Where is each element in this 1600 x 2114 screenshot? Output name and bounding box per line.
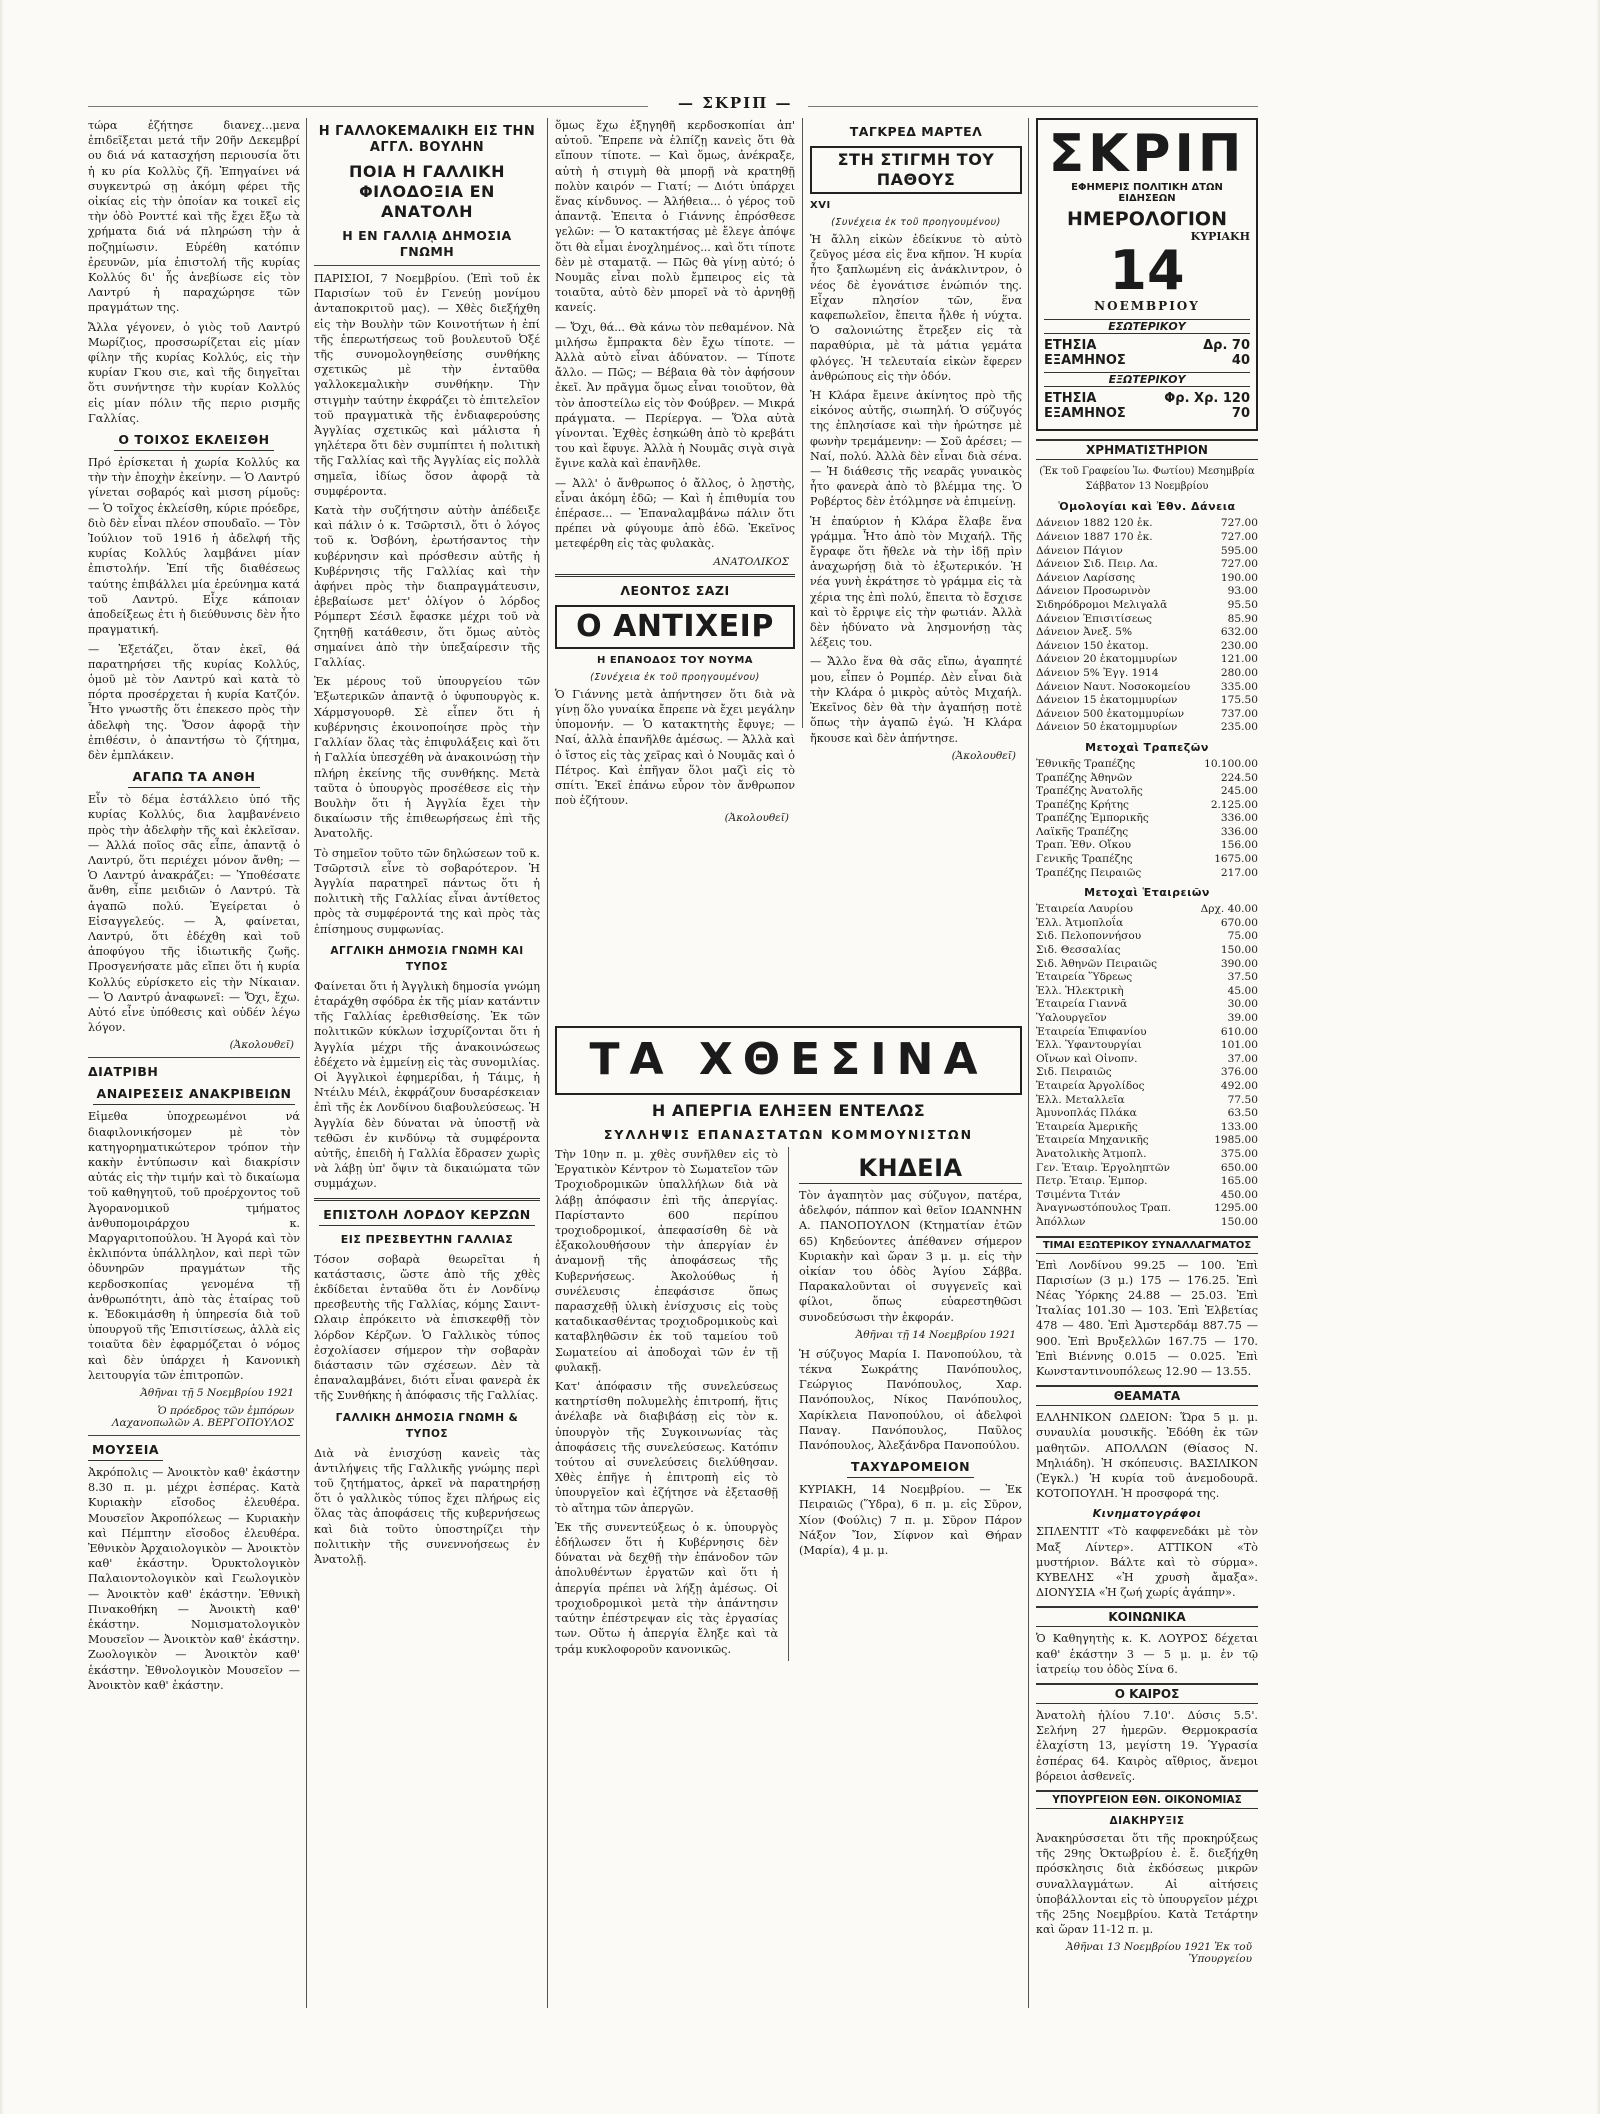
serial-title: Ο ΑΝΤΙΧΕΙΡ xyxy=(555,605,795,649)
market-row xyxy=(1036,1189,1258,1203)
market-row xyxy=(1036,531,1258,545)
continued-note: (Ἀκολουθεῖ) xyxy=(951,749,1016,762)
market-item-value: 727.00 xyxy=(1220,531,1258,543)
section-heading: Ο ΤΟΙΧΟΣ ΕΚΛΕΙΣΘΗ xyxy=(88,432,300,451)
column-rule xyxy=(802,118,803,728)
article-text: Ἐπὶ Λονδίνου 99.25 — 100. Ἐπὶ Παρισίων (3 μ.) 175 — 176.25. Ἐπὶ Νέας Ὑόρκης 24.88 — 25.03. Ἐπὶ Ἰταλίας 101.30 — 103. Ἐπὶ Ἑλβετίας 478 — 480. Ἐπὶ Ἀμστερδάμ 887.75 — 900. Ἐπὶ Βρυξελλῶν 167.75 — 170. Ἐπὶ Βιέννης 0.015 — 0.025. Ἐπὶ Κωνσταντινουπόλεως 12.90 — 13.55. xyxy=(1036,1258,1258,1378)
section-heading: ΧΡΗΜΑΤΙΣΤΗΡΙΟΝ xyxy=(1036,439,1258,460)
market-item-name: Ἑλλ. Μεταλλεῖα xyxy=(1036,1093,1125,1106)
article-text: Ἡ Κλάρα ἔμεινε ἀκίνητος πρὸ τῆς εἰκόνος αὐτῆς, σιωπηλή. Ὁ σύζυγός της ἐπλησίασε καὶ τὴν ἠρώτησε μὲ φωνὴν τρεμάμενην: — Σοῦ ἀρέσει; — Ναί, πολύ. Ἀλλὰ δὲν εἶναι διὰ σένα. — Ἡ διάθεσις τῆς νεαρᾶς γυναικὸς ἦτο φανερὰ ἀπὸ τὸ βλέμμα της. Ὁ Ροβέρτος δὲν ἐτόλμησε νὰ ἐπιμείνῃ. xyxy=(810,389,1022,509)
serial-note: (Συνέχεια ἐκ τοῦ προηγουμένου) xyxy=(831,217,1001,228)
market-item-name: Δάνειον Σιδ. Πειρ. Λα. xyxy=(1036,558,1158,571)
market-row xyxy=(1036,1080,1258,1094)
market-item-value: 37.00 xyxy=(1227,1052,1258,1065)
market-item-name: Ἑλλ. Ἡλεκτρικὴ xyxy=(1036,984,1124,997)
market-item-name: Ἀνατολικὴς Ἀτμοπλ. xyxy=(1036,1147,1147,1160)
market-item-value: 1675.00 xyxy=(1214,853,1258,866)
market-row xyxy=(1036,985,1258,999)
column-rule xyxy=(547,118,548,2008)
market-row xyxy=(1036,853,1258,867)
article-text: Τὸ σημεῖον τοῦτο τῶν δηλώσεων τοῦ κ. Τσῶρτσιλ εἶνε τὸ σοβαρότερον. Ἡ Ἀγγλία παρατηρεῖ πάντως ὅτι ἡ πολιτικὴ τῆς Γαλλίας εἶναι ἀντίθετος πρὸς τὰ συμφέροντά της καὶ πρὸς τὰς ἐπίσημους συμφωνίας. xyxy=(314,846,540,936)
calendar-label: ΗΜΕΡΟΛΟΓΙΟΝ xyxy=(1067,208,1227,230)
market-item-name: Δάνειον Προσωρινὸν xyxy=(1036,585,1151,598)
market-item-name: Δάνειον Ἐπισιτίσεως xyxy=(1036,612,1152,625)
month: ΝΟΕΜΒΡΙΟΥ xyxy=(1094,299,1200,313)
market-row xyxy=(1036,1175,1258,1189)
article-headline: ΕΠΙΣΤΟΛΗ ΛΟΡΔΟΥ ΚΕΡΖΩΝ xyxy=(314,1207,540,1226)
article-text: Ἀνακηρύσσεται ὅτι τῆς προκηρύξεως τῆς 29ης Ὀκτωβρίου ἐ. ἔ. διεξήχθη πρόσκλησις διὰ ἐκδόσεως μικρῶν συναλλαγμάτων. Αἱ αἰτήσεις ὑποβάλλονται εἰς τὸ ὑπουργεῖον μέχρι τῆς 25ης Νοεμβρίου. Κατὰ Τετάρτην καὶ ὥραν 11-12 π. μ. xyxy=(1036,1831,1258,1937)
market-row xyxy=(1036,1162,1258,1176)
article-text: Ἀνατολὴ ἡλίου 7.10'. Δύσις 5.5'. Σελήνη 27 ἡμερῶν. Θερμοκρασία ἐλαχίστη 13, μεγίστη 19. Ὑγρασία ἐσπέρας 64. Καιρὸς αἴθριος, ἄνεμοι βόρειοι ἀσθενεῖς. xyxy=(1036,1708,1258,1783)
market-item-value: 650.00 xyxy=(1220,1161,1258,1174)
market-row xyxy=(1036,839,1258,853)
market-item-value: 156.00 xyxy=(1220,839,1258,852)
section-heading: ΑΓΓΛΙΚΗ ΔΗΜΟΣΙΑ ΓΝΩΜΗ ΚΑΙ ΤΥΠΟΣ xyxy=(330,944,524,973)
market-item-value: 150.00 xyxy=(1220,1215,1258,1228)
page-marker: — ΣΚΡΙΠ — xyxy=(678,94,793,112)
market-item-name: Τραπέζης Κρήτης xyxy=(1036,798,1129,811)
market-row xyxy=(1036,958,1258,972)
market-item-value: 230.00 xyxy=(1220,639,1258,652)
column-rule xyxy=(1028,118,1029,2008)
continued-note: (Ἀκολουθεῖ) xyxy=(229,1039,294,1052)
market-item-value: 1985.00 xyxy=(1214,1134,1258,1147)
market-row xyxy=(1036,867,1258,881)
banks-list xyxy=(1036,758,1258,880)
article-text: — Ἄλλο ἕνα θὰ σᾶς εἴπω, ἀγαπητέ μου, εἶπεν ὁ Ρομπέρ. Δὲν εἶναι διὰ τὴν Κλάρα ὁ μικρὸς αὐτὸς Μιχαήλ. Ἐκεῖνος δὲν θὰ τὴν ἀγαπήσῃ ποτὲ ὅπως τὴν ἀγαπῶ ἐγώ. Ἡ Κλάρα ἤκουσε καὶ δὲν ἀπήντησε. xyxy=(810,655,1022,745)
market-item-name: Πετρ. Ἑταιρ. Ἐμπορ. xyxy=(1036,1175,1148,1188)
market-row xyxy=(1036,708,1258,722)
market-item-name: Σιδ. Πειραιῶς xyxy=(1036,1066,1112,1079)
market-item-value: 670.00 xyxy=(1220,916,1258,929)
article-text: — Ὄχι, θά... Θὰ κάνω τὸν πεθαμένον. Νὰ μιλήσω ἔμπρακτα δὲν ἔχω τίποτε. — Ἀλλὰ αὐτὸ εἶναι ἀδύνατον. — Τίποτε ἄλλο. — Πῶς; — Βέβαια θὰ τὸν ἀφήσουν ἐκεῖ. Ἀν πρᾶγμα ὅμως εἶναι τοιοῦτον, θὰ τὸν ἀποστείλω εἰς τὸν Φούβρεν. — Μικρά πράγματα. — Περίεργα. — Ὅλα αὐτὰ γίνονται. Ἐχθὲς ἐσηκώθη ἀπὸ τὸ κρεβάτι του καὶ ἔφυγε. Ἀλλὰ ἡ Νουμᾶς σιγὰ σιγὰ ἔγινε καλὰ καὶ ἐπανῆλθε. xyxy=(555,320,795,471)
serial-title: ΣΤΗ ΣΤΙΓΜΗ ΤΟΥ ΠΑΘΟΥΣ xyxy=(810,146,1022,194)
market-item-value: Δρχ. 40.00 xyxy=(1200,903,1258,916)
market-item-value: 727.00 xyxy=(1220,517,1258,530)
market-item-name: Δάνειον 500 ἑκατομμυρίων xyxy=(1036,707,1185,720)
article-text: Φαίνεται ὅτι ἡ Ἀγγλικὴ δημοσία γνώμη ἐταράχθη σφόδρα ἐκ τῆς μίαν κατάντιν τῆς Γαλλίας ἐρεθισθείσης. Ἐκ τῶν πολιτικῶν κύκλων ἰσχυρίζονται ὅτι ἡ Ἀγγλία μέχρι τῆς ἀνακοινώσεως ἐδέχετο νὰ ἐμμείνῃ εἰς τὰς συνομιλίας. Οἱ Ἀγγλικοὶ ἐφημερίδαι, ἡ Τάιμς, ἡ Ντέιλυ Μέιλ, ἐκφράζουν δυσαρέσκειαν ἐπὶ τῆς ἐκ Λονδίνου διαβουλεύσεως. Ἡ Ἀγγλία δὲν δύναται νὰ ὑποστῇ νὰ τεθῶσι ἐν κινδύνῳ τὰ συμφέροντα αὐτῆς, ἐπειδὴ ἡ Γαλλία ἔδρασεν χωρὶς νὰ λάβῃ ὑπ' ὄψιν τὰ δικαιώματα τῶν συμμάχων. xyxy=(314,979,540,1191)
article-text: Τόσον σοβαρὰ θεωρεῖται ἡ κατάστασις, ὥστε ἀπὸ τῆς χθὲς ἐκδίδεται ἐνταῦθα ὅτι ἐν Λονδίνῳ πρεσβευτὴς τῆς Γαλλίας, κόμης Σαιντ-Ωλαιρ ἐπρόκειτο νὰ ἐπισκεφθῇ τὸν λόρδον Κέρζων. Ὁ Γαλλικὸς τύπος ἐσχολίασεν σήμερον τὴν σοβαρὰν διάστασιν τῶν σχέσεων. Δὲν τὰ ἐπαναλαμβάνει, διότι εἶναι φανερὰ ἐκ τῆς Συνθήκης ἡ ἀπόφασις τῆς Γαλλίας. xyxy=(314,1252,540,1403)
market-row xyxy=(1036,572,1258,586)
article-text: Ἐκ μέρους τοῦ ὑπουργείου τῶν Ἐξωτερικῶν ἀπαντᾷ ὁ ὑφυπουργὸς κ. Χάρμσγουορθ. Σὲ εἶπεν ὅτι ἡ κυβέρνησις ἐκοινοποίησε πρὸς τὴν Γαλλίαν ὅλας τὰς ἐπιφυλάξεις καὶ ὅτι ἡ Γαλλία ὑπεσχέθη νὰ ἀνακοινώσῃ τὴν πλήρη ἐκείνης τῆς συνθήκης. Μετὰ ταῦτα ὁ ὑπουργὸς προσέθεσε εἰς τὴν Βουλὴν ὅτι ἡ Ἀγγλία ἔχει τὴν δικαίωσιν τῆς ἐπιθεωρήσεως ἐπὶ τῆς Ἀνατολῆς. xyxy=(314,675,540,841)
market-row xyxy=(1036,758,1258,772)
article-text: Εἶν τὸ δέμα ἐστάλλειο ὑπό τῆς κυρίας Κολλύς, δια λαμβανένειο πρὸς τὴν ἀδελφὴν τῆς καὶ ἐκλεῖσαν. — Ἀλλά ποῖος σᾶς εἶπε, ἀπαντᾷ ὁ Λαντρύ, ὅτι περιέχει μόνον ἄνθη; — Ὁ Λαντρύ ἀνακράζει: — Ὑποθέσατε ἄνθη, εἶπε μειδιῶν ὁ Λαντρύ. Τὰ ἀγαπῶ πολύ. Ἐγείρεται ὁ Εἰσαγγελεύς. — Ἀ, φαίνεται, Λαντρύ, ὅτι ἐδέχθη καὶ τοῦ ἀποφύγου τῆς ἰδιωτικῆς ζωῆς. Προσγενήσατε μᾶς εἴπει ὅτι ἡ κυρία Κολλύς εὑρίσκετο εἰς τὴν Νίκαιαν. — Ὁ Λαντρύ ἀναφωνεῖ: — Ὄχι, ἔχω. Αὐτό εἶνε ὑπόθεσις καὶ οὐδέν λέγω λόγον. xyxy=(88,793,300,1035)
market-item-name: Τραπ. Ἐθν. Οἴκου xyxy=(1036,839,1132,852)
serial-author: ΤΑΓΚΡΕΔ ΜΑΡΤΕΛ xyxy=(849,124,983,139)
market-row xyxy=(1036,1216,1258,1230)
market-item-name: Σιδ. Θεσσαλίας xyxy=(1036,944,1121,957)
section-heading: Κινηματογράφοι xyxy=(1092,1507,1202,1521)
article-headline: ΑΝΑΙΡΕΣΕΙΣ ΑΝΑΚΡΙΒΕΙΩΝ xyxy=(88,1086,300,1105)
market-row xyxy=(1036,812,1258,826)
serial-subtitle: Η ΕΠΑΝΟΔΟΣ ΤΟΥ ΝΟΥΜΑ xyxy=(596,654,754,666)
market-item-name: Σιδ. Πελοποννήσου xyxy=(1036,930,1142,943)
market-item-name: Σιδηρόδρομοι Μελιγαλᾶ xyxy=(1036,598,1168,611)
market-item-value: 175.50 xyxy=(1220,694,1258,707)
market-row xyxy=(1036,681,1258,695)
market-item-value: 727.00 xyxy=(1220,558,1258,571)
article-subheadline: ΕΙΣ ΠΡΕΣΒΕΥΤΗΝ ΓΑΛΛΙΑΣ xyxy=(340,1232,514,1246)
article-headline: Η ΑΠΕΡΓΙΑ ΕΛΗΞΕΝ ΕΝΤΕΛΩΣ xyxy=(651,1101,926,1120)
article-text: Τὴν 10ην π. μ. χθὲς συνῆλθεν εἰς τὸ Ἐργατικὸν Κέντρον τὸ Σωματεῖον τῶν Τροχιοδρομικῶν ὑπαλλήλων διὰ νὰ λάβῃ ἀπόφασιν ἐπὶ τῆς ἀπεργίας. Παρίσταντο 600 περίπου τροχιοδρομικοί, ἀπεφασίσθη δὲ νὰ ἐξακολουθήσουν τὴν ἀπεργίαν ἐν ἀναμονῇ τῆς ἀποφάσεως τῆς Κυβερνήσεως. Ἀκολούθως ἡ συνέλευσις ἐπεφάσισε ὅπως παρασχεθῇ ὑλικὴ ἐνίσχυσις εἰς τοὺς καταδικασθέντας τροχιοδρομικοὺς καὶ καταβληθῶσιν ἐκ τοῦ ταμείου τοῦ Σωματείου αἱ ἀποδοχαὶ τῶν ἐν τῇ φυλακῇ. xyxy=(555,1148,779,1374)
market-item-name: Ἀμυνοπλάς Πλάκα xyxy=(1036,1107,1137,1120)
article-text: τώρα ἐζήτησε διανεχ…μενα ἐπιδεῖξεται μετά τῆν 20ῆν Δεκεμβρί ου διά νά κατασχήση περιουσία ὅτι ἡ κυ ρία Κολλὺς ζῆ. Ἐπηγαίνει νά συγκεντρώ σῃ ἀκόμη φέρει τῆς οἰκίας εἰς τὴν ὁποίαν κα τοικεῖ εἰς τὴν ὁδὸ Ρονττέ καὶ τῆς ἔχει ἔξω τὰ χρήματα διά νά πληρώση τὴν ἀ ποζημίωσιν. Εὑρέθη κατόπιν ἐρευνῶν, μία ἐπιστολή τῆς κυρίας Κολλύς δι' ἧς ἀνεβίωσε εἰς τὸν Λαντρύ ἡ παραχώρησε τῶν πραγμάτων της. xyxy=(88,119,300,315)
market-item-name: Δάνειον Πάγιον xyxy=(1036,544,1123,557)
article-text: ΕΛΛΗΝΙΚΟΝ ΩΔΕΙΟΝ: Ὥρα 5 μ. μ. συναυλία μουσικῆς. Ἐδόθη ἐκ τῶν μαθητῶν. ΑΠΟΛΛΩΝ (Θίασος Ν. Μηλιάδη). Ἡ σκόπευσις. ΒΑΣΙΛΙΚΟΝ (Ἐγκλ.) Ἡ κυρία τοῦ ἀνεμοδουρᾶ. ΚΟΤΟΠΟΥΛΗ. Ἡ προσφορά της. xyxy=(1036,1411,1258,1501)
market-row xyxy=(1036,721,1258,735)
market-item-value: 101.00 xyxy=(1220,1039,1258,1052)
signature-author: ΑΝΑΤΟΛΙΚΟΣ xyxy=(713,555,789,568)
section-heading: Ο ΚΑΙΡΟΣ xyxy=(1036,1683,1258,1704)
section-heading: ΤΙΜΑΙ ΕΞΩΤΕΡΙΚΟΥ ΣΥΝΑΛΛΑΓΜΑΤΟΣ xyxy=(1036,1236,1258,1254)
section-banner: ΤΑ ΧΘΕΣΙΝΑ xyxy=(555,1026,1022,1095)
market-row xyxy=(1036,653,1258,667)
market-item-name: Ἑταιρεία Ὕδρεως xyxy=(1036,971,1133,984)
scan-edge-right xyxy=(1596,0,1600,2114)
top-rule-bar xyxy=(88,94,1258,112)
section-heading: ΤΑΧΥΔΡΟΜΕΙΟΝ xyxy=(799,1459,1022,1478)
column-rule xyxy=(306,118,307,2008)
market-row xyxy=(1036,785,1258,799)
market-row xyxy=(1036,1066,1258,1080)
market-row xyxy=(1036,971,1258,985)
market-item-name: Δάνειον 1887 170 ἐκ. xyxy=(1036,531,1153,543)
section-heading: ΥΠΟΥΡΓΕΙΟΝ ΕΘΝ. ΟΙΚΟΝΟΜΙΑΣ xyxy=(1036,1790,1258,1809)
market-item-name: Δάνειον 1882 120 ἐκ. xyxy=(1036,517,1153,530)
market-item-value: 595.00 xyxy=(1220,544,1258,557)
article-headline: ΠΟΙΑ Η ΓΑΛΛΙΚΗ ΦΙΛΟΔΟΞΙΑ ΕΝ ΑΝΑΤΟΛΗ xyxy=(349,162,505,221)
market-row xyxy=(1036,640,1258,654)
market-item-name: Οἴνων καὶ Οἰνοπν. xyxy=(1036,1052,1138,1065)
market-item-value: 390.00 xyxy=(1220,957,1258,970)
article-text: Ἄλλα γέγονεν, ὁ γιὸς τοῦ Λαντρύ Μωρίζιος, προσσωρίζεται εἰς μίαν φίλην τῆς κυρίας Κολλύς, εἰς τὴν κυρίαν Γκου σιε, καὶ τῆς διηγεῖται ὅτι συνήντησε τὴν κυρίαν Κολλύς εἰς μίαν πόλιν τῆς περιο ρισμῆς Γαλλίας. xyxy=(88,320,300,425)
market-item-name: Δάνειον 50 ἑκατομμυρίων xyxy=(1036,721,1178,734)
market-item-value: 77.50 xyxy=(1227,1093,1258,1106)
market-row xyxy=(1036,1121,1258,1135)
article-text: Ὁ Γιάννης μετὰ ἀπήντησεν ὅτι διὰ νὰ γίνῃ ὅλο γυναίκα ἔπρεπε νὰ ἔχει μεγάλην ὑπομονήν. — Ὁ κατακτητὴς ἔφυγε; — Ναί, ἀλλὰ ἐπανῆλθε ἀμέσως. — Ἀλλὰ καὶ ὁ ἴστος εἰς τὰς χεῖρας καὶ ὁ Νουμᾶς καὶ ὁ Πέτρος. Καὶ ἐπῆγαν ὅλοι μαζὶ εἰς τὸ σπίτι. Ἐκεῖ ἐπάνω εὗρον τὸν ἄνθρωπον ποὺ ἐζήτουν. xyxy=(555,687,795,808)
section-heading: ΜΟΥΣΕΙΑ xyxy=(88,1442,300,1461)
article-text: Ἐκ τῆς συνεντεύξεως ὁ κ. ὑπουργὸς ἐδήλωσεν ὅτι ἡ Κυβέρνησις δὲν δύναται νὰ δεχθῇ τὴν ἐπάνοδον τῶν ἀπολυθέντων ἐργατῶν καὶ ὅτι ἡ ἀπεργία πρέπει νὰ λήξῃ ἀμέσως. Οἱ τροχιοδρομικοὶ μετὰ τὴν ἀπάντησιν ταύτην ἐπέστρεψαν εἰς τὰς ἐργασίας των. Οὕτω ἡ ἀπεργία ἔληξε καὶ τὰ τράμ κυκλοφοροῦν κανονικῶς. xyxy=(555,1520,779,1656)
market-item-name: Δάνειον 150 ἑκατομ. xyxy=(1036,639,1149,652)
continued-note: (Ἀκολουθεῖ) xyxy=(724,812,789,825)
market-subheading: Μετοχαὶ Ἑταιρειῶν xyxy=(1084,886,1210,900)
signature-date: Ἀθῆναι 13 Νοεμβρίου 1921 Ἐκ τοῦ Ὑπουργείου xyxy=(1066,1941,1252,1966)
masthead-title: ΣΚΡΙΠ xyxy=(1048,124,1246,184)
market-row xyxy=(1036,944,1258,958)
signature-author: Ὁ πρόεδρος τῶν ἐμπόρων Λαχανοπωλῶν Α. ΒΕΡΓΟΠΟΥΛΟΣ xyxy=(111,1405,294,1430)
market-item-name: Τσιμέντα Τιτάν xyxy=(1036,1188,1121,1201)
market-item-value: 1295.00 xyxy=(1214,1202,1258,1215)
day-number: 14 xyxy=(1109,239,1185,302)
market-row xyxy=(1036,772,1258,786)
section-heading: ΚΗΔΕΙΑ xyxy=(799,1153,1022,1184)
market-item-value: 632.00 xyxy=(1220,626,1258,639)
market-row xyxy=(1036,1053,1258,1067)
market-item-value: 492.00 xyxy=(1220,1079,1258,1092)
market-item-value: 10.100.00 xyxy=(1204,757,1258,770)
market-item-value: 376.00 xyxy=(1220,1066,1258,1079)
market-row xyxy=(1036,998,1258,1012)
news-column-right xyxy=(799,1147,1022,1661)
section-heading: ΓΑΛΛΙΚΗ ΔΗΜΟΣΙΑ ΓΝΩΜΗ & ΤΥΠΟΣ xyxy=(335,1411,519,1440)
market-item-name: Ὑαλουργεῖον xyxy=(1036,1012,1107,1024)
market-item-value: 45.00 xyxy=(1227,984,1258,997)
column-5 xyxy=(1036,118,1258,2008)
market-subheading: Ὁμολογίαι καὶ Ἐθν. Δάνεια xyxy=(1058,500,1236,514)
market-row xyxy=(1036,1148,1258,1162)
subscriptions: ΕΣΩΤΕΡΙΚΟΥ ΕΤΗΣΙΑ Δρ. 70 ΕΞΑΜΗΝΟΣ 40 ΕΞΩΤΕΡΙΚΟΥ ΕΤΗΣΙΑ Φρ. Χρ. 120 ΕΞΑΜΗΝΟΣ 70 xyxy=(1044,320,1250,421)
market-row xyxy=(1036,1039,1258,1053)
market-item-value: 335.00 xyxy=(1220,680,1258,693)
market-row xyxy=(1036,1094,1258,1108)
market-item-value: 95.50 xyxy=(1227,598,1258,611)
market-item-name: Γενικῆς Τραπέζης xyxy=(1036,853,1133,866)
market-item-name: Ἑταιρεία Μηχανικῆς xyxy=(1036,1134,1149,1147)
market-item-name: Δάνειον Ναυτ. Νοσοκομείου xyxy=(1036,680,1191,693)
market-item-value: 375.00 xyxy=(1220,1147,1258,1160)
market-item-name: Ἑταιρεία Ἀμερικῆς xyxy=(1036,1120,1138,1133)
market-row xyxy=(1036,1134,1258,1148)
article-text: Ὁ Καθηγητὴς κ. Κ. ΛΟΥΡΟΣ δέχεται καθ' ἑκάστην 3 — 5 μ. μ. ἐν τῷ ἰατρείῳ του ὁδὸς Σίνα 6. xyxy=(1036,1632,1258,1676)
market-item-value: 336.00 xyxy=(1220,812,1258,825)
market-item-value: 224.50 xyxy=(1220,771,1258,784)
market-row xyxy=(1036,626,1258,640)
market-item-value: 37.50 xyxy=(1227,971,1258,984)
market-row xyxy=(1036,917,1258,931)
section-heading: ΔΙΑΤΡΙΒΗ xyxy=(88,1064,159,1080)
market-item-value: 121.00 xyxy=(1220,653,1258,666)
market-item-name: Ἑταιρεία Γιαννᾶ xyxy=(1036,998,1128,1011)
market-item-name: Δάνειον 20 ἑκατομμυρίων xyxy=(1036,653,1178,666)
article-text: — Ἐξετάζει, ὅταν ἐκεῖ, θά παρατηρήσει τῆς κυρίας Κολλύς, ὁμοῦ μὲ τὸν Λαντρύ καὶ κατὰ τὸ πόρτα προσέρχεται ἡ κυρία Κατζόν. Ἦτο γνωστῆς ὅτι ἐπεκεσο πρὸς τὴν ἀδελφὴ της. Ὅσον ἀφορᾷ τὴν ἐπιθέσιν, ὁ ἀπαντήσω τὸ ζήτημα, δὲν ἐμπλάκειν. xyxy=(88,642,300,762)
market-row xyxy=(1036,1012,1258,1026)
market-row xyxy=(1036,1107,1258,1121)
article-text: Ἡ ἐπαύριον ἡ Κλάρα ἔλαβε ἕνα γράμμα. Ἦτο ἀπὸ τὸν Μιχαήλ. Τῆς ἔγραφε ὅτι ἤθελε νὰ τὴν ἰδῇ πρὶν ἀναχωρήσῃ διὰ τὸ ἐξωτερικόν. Ἡ νέα γυνὴ ἐκράτησε τὸ γράμμα εἰς τὰ χέρια της ἐπὶ πολύ, ἔπειτα τὸ ἔσχισε καὶ τὸ ἔρριψε εἰς τὴν φωτιάν. Ἀλλὰ δὲν ἠδύνατο νὰ λησμονήσῃ τὰς λέξεις του. xyxy=(810,514,1022,650)
market-item-name: Λαϊκῆς Τραπέζης xyxy=(1036,825,1129,838)
market-item-value: 75.00 xyxy=(1227,930,1258,943)
scan-edge-left xyxy=(0,0,4,2114)
section-heading: ΘΕΑΜΑΤΑ xyxy=(1036,1385,1258,1406)
market-row xyxy=(1036,694,1258,708)
market-item-name: Τραπέζης Πειραιῶς xyxy=(1036,866,1142,879)
market-item-name: Δάνειον Λαρίσσης xyxy=(1036,571,1136,584)
market-item-name: Ἀναγνωστόπουλος Τραπ. xyxy=(1036,1202,1172,1215)
market-item-name: Ἑλλ. Ὑφαντουργίαι xyxy=(1036,1039,1142,1052)
market-item-name: Δάνειον 5% Ἐγγ. 1914 xyxy=(1036,666,1159,679)
market-item-value: 280.00 xyxy=(1220,666,1258,679)
market-item-value: 133.00 xyxy=(1220,1120,1258,1133)
market-item-name: Σιδ. Ἀθηνῶν Πειραιῶς xyxy=(1036,957,1158,970)
market-row xyxy=(1036,1202,1258,1216)
market-row xyxy=(1036,545,1258,559)
serial-note: (Συνέχεια ἐκ τοῦ προηγουμένου) xyxy=(590,671,760,683)
weekday: ΚΥΡΙΑΚΗ xyxy=(1190,230,1250,243)
market-item-value: 245.00 xyxy=(1220,785,1258,798)
market-item-name: Ἑταιρεία Λαυρίου xyxy=(1036,903,1133,916)
market-item-value: 2.125.00 xyxy=(1210,798,1258,811)
market-item-value: 737.00 xyxy=(1220,707,1258,720)
column-1 xyxy=(88,118,300,2008)
market-item-name: Ἑλλ. Ἀτμοπλοΐα xyxy=(1036,916,1124,929)
article-text: Ἀκρόπολις — Ἀνοικτὸν καθ' ἑκάστην 8.30 π. μ. μέχρι ἑσπέρας. Κατὰ Κυριακὴν εἴσοδος ἐλευθέρα. Μουσεῖον Ἀκροπόλεως — Κυριακὴν καὶ Πέμπτην εἴσοδος ἐλευθέρα. Ἐθνικὸν Ἀρχαιολογικὸν — Ἀνοικτὸν καθ' ἑκάστην. Ὀρυκτολογικὸν Παλαιοντολογικὸν καὶ Γεωλογικὸν — Ἀνοικτὸν καθ' ἑκάστην. Ἐθνικὴ Πινακοθήκη — Ἀνοικτὴ καθ' ἑκάστην. Νομισματολογικὸν Μουσεῖον — Ἀνοικτὸν καθ' ἑκάστην. Ζωολογικὸν — Ἀνοικτὸν καθ' ἑκάστην. Ἐθνολογικὸν Μουσεῖον — Ἀνοικτὸν καθ' ἑκάστην. xyxy=(88,1466,300,1692)
market-item-value: 336.00 xyxy=(1220,825,1258,838)
market-item-value: 235.00 xyxy=(1220,721,1258,734)
market-item-name: Τραπέζης Ἀθηνῶν xyxy=(1036,771,1133,784)
market-item-value: 165.00 xyxy=(1220,1175,1258,1188)
article-subheadline: Η ΕΝ ΓΑΛΛΙᾼ ΔΗΜΟΣΙΑ ΓΝΩΜΗ xyxy=(342,228,512,259)
serial-chapter: XVI xyxy=(810,200,831,211)
market-item-name: Ἑταιρεία Ἀργολίδος xyxy=(1036,1079,1145,1092)
market-row xyxy=(1036,799,1258,813)
article-text: Διὰ νὰ ἐνισχύσῃ κανεὶς τὰς ἀντιλήψεις τῆς Γαλλικῆς γνώμης περὶ τοῦ ζητήματος, ἀρκεῖ νὰ παρατηρήσῃ ὅτι ὁ γαλλικὸς τύπος ἔχει πλήρως εἰς ὅλας τὰς ἀποφάσεις τῆς κυβερνήσεως καὶ διὰ τοῦτο ὑποστηρίζει τὴν πολιτικὴν τῆς συνεννοήσεως ἐν Ἀνατολῇ. xyxy=(314,1446,540,1567)
article-text: ὅμως ἔχω ἐξηγηθῆ κερδοσκοπίαι ἀπ' αὐτοῦ. Ἔπρεπε νὰ ἐλπίζῃ κανεὶς ὅτι θὰ εἴπουν τίποτε. — Καὶ ὅμως, ἀνέκραξε, αὐτὴ ἡ στιγμὴ θὰ μπορῇ νὰ κρατηθῇ πολὺν καιρόν — Γιατί; — Διότι ὑπάρχει ἕνας κίνδυνος. — Ἀλήθεια... ὁ γέρος τοῦ ἀπαντᾷ. Ἐπειτα ὁ Γιάννης ἐπρόσθεσε γελῶν: — Ὁ κατακτήσας μὲ ἔλεγε ἀπόψε ὅτι θὰ εἶμαι ἐνοχλημένος... καὶ ὅτι τίποτε δὲν μὲ σταματᾷ. — Πῶς θὰ γίνῃ αὐτό; ὁ Νουμᾶς εἶναι πολὺ ἔμπειρος εἰς τὰ τοιαῦτα, αὐτὸ δὲν μπορεῖ νὰ τὸ ἀρνηθῇ κανείς. xyxy=(555,119,795,315)
masthead xyxy=(1036,118,1258,431)
market-item-value: 217.00 xyxy=(1220,866,1258,879)
section-heading: ΑΓΑΠΩ ΤΑ ΑΝΘΗ xyxy=(88,769,300,788)
signature-date: Ἀθῆναι τῇ 14 Νοεμβρίου 1921 xyxy=(855,1328,1017,1341)
article-subheadline: ΣΥΛΛΗΨΙΣ ΕΠΑΝΑΣΤΑΤΩΝ ΚΟΜΜΟΥΝΙΣΤΩΝ xyxy=(603,1127,974,1142)
market-row xyxy=(1036,1026,1258,1040)
market-item-name: Ἀπόλλων xyxy=(1036,1215,1086,1228)
market-item-value: 39.00 xyxy=(1227,1012,1258,1024)
market-row xyxy=(1036,667,1258,681)
signature-date: Ἀθῆναι τῇ 5 Νοεμβρίου 1921 xyxy=(140,1387,294,1400)
market-item-value: 63.50 xyxy=(1227,1107,1258,1120)
lower-block xyxy=(555,1018,1022,2008)
market-item-name: Τραπέζης Ἀνατολῆς xyxy=(1036,785,1143,798)
article-text: — Ἀλλ' ὁ ἄνθρωπος ὁ ἄλλος, ὁ λῃστὴς, εἶναι ἀκόμη ἐδῶ; — Καὶ ἡ ἐπιθυμία του ἐπέρασε... — Ἐπαναλαμβάνω πάλιν ὅτι πρέπει νὰ φύγουμε ἀπὸ ἐδῶ. Ἐκεῖνος μετεφέρθη εἰς τὰς φυλακὰς. xyxy=(555,476,795,551)
article-headline: Η ΓΑΛΛΟΚΕΜΑΛΙΚΗ ΕΙΣ ΤΗΝ ΑΓΓΛ. ΒΟΥΛΗΝ xyxy=(318,124,536,155)
article-text: ΣΠΛΕΝΤΙΤ «Τὸ καφφενεδάκι μὲ τὸν Μαξ Λίντερ». ΑΤΤΙΚΟΝ «Τὸ μυστήριον. Βάλτε καὶ τὸ σύρμα». ΚΥΒΕΛΗΣ «Ἡ χρυσὴ ἄμαξα». ΔΙΟΝΥΣΙΑ «Ἡ ζωή χωρίς ἀγάπην». xyxy=(1036,1525,1258,1600)
market-row xyxy=(1036,930,1258,944)
market-subheading: Μετοχαὶ Τραπεζῶν xyxy=(1085,740,1209,754)
market-item-name: Ἑταιρεία Ἐπιφανίου xyxy=(1036,1025,1147,1038)
market-item-name: Δάνειον Ἀνεξ. 5% xyxy=(1036,626,1133,639)
article-text: Τὸν ἀγαπητὸν μας σύζυγον, πατέρα, ἀδελφόν, πάππον καὶ θεῖον ΙΩΑΝΝΗΝ Α. ΠΑΝΟΠΟΥΛΟΝ (Κτηματίαν ἐτῶν 65) Κηδεύοντες ἀπέθανεν σήμερον Κυριακὴν καὶ ὥραν 3 μ. μ. εἰς τὴν οἰκίαν του ὁδὸς Ἁγίου Σάββα. Παρακαλοῦνται οἱ συγγενεῖς καὶ φίλοι, ὅπως εὐαρεστηθῶσι συνοδεύσωσι τὴν ἐκφοράν. xyxy=(799,1189,1022,1324)
section-subheading: ΔΙΑΚΗΡΥΞΙΣ xyxy=(1109,1814,1185,1827)
market-row xyxy=(1036,517,1258,531)
market-item-value: 450.00 xyxy=(1220,1188,1258,1201)
market-row xyxy=(1036,903,1258,917)
market-item-value: 30.00 xyxy=(1227,998,1258,1011)
article-text: Κατ' ἀπόφασιν τῆς συνελεύσεως κατηρτίσθη πολυμελὴς ἐπιτροπή, ἥτις ἀνέλαβε νὰ διαβιβάσῃ εἰς τὸν κ. ὑπουργὸν τῆς Συγκοινωνίας τὰς ἀποφάσεις τῆς συνελεύσεως. Κατόπιν τούτου αἱ συνελεύσεις διελύθησαν. Χθὲς ἐπῆγε ἡ ἐπιτροπὴ εἰς τὸ ὑπουργεῖον καὶ ἐζήτησε νὰ ἐξετασθῇ τὸ αἴτημα τῶν ἀπεργῶν. xyxy=(555,1380,779,1515)
article-text: Πρό ἐρίσκεται ἡ χωρία Κολλύς κα τὴν τὴν ἐποχὴν ἐκείνην. — Ὁ Λαντρύ γίνεται σοβαρός καὶ μισση ρίμοῦς: — Ὁ τοῖχος ἐκλείσθη, κύριε πρόεδρε, διὸ δὲν εἶναι πλέον σπουδαῖο. — Τὸν Ἰούλιον τοῦ 1916 ἡ ἀδελφή τῆς κυρίας Κολλύς λαμβάνει μίαν ἐπιστολήν. Ἐπί τῆς διαθέσεως ταύτης ἐπιβάλλει μία ἐρεύνημα κατά τοῦ Λαντρύ. Εἶχε κάποιαν ἀποδείξεως ἐτι ἡ διεύθυνσις δὲν ἦτο πραγματική. xyxy=(88,456,300,637)
market-item-value: 85.90 xyxy=(1227,612,1258,625)
masthead-subtitle: ΕΦΗΜΕΡΙΣ ΠΟΛΙΤΙΚΗ ΔΤΩΝ ΕΙΔΗΣΕΩΝ xyxy=(1071,182,1223,204)
market-item-value: 93.00 xyxy=(1227,585,1258,598)
market-item-value: 150.00 xyxy=(1220,944,1258,957)
market-item-name: Γεν. Ἑταιρ. Ἐργοληπτῶν xyxy=(1036,1161,1170,1174)
market-row xyxy=(1036,613,1258,627)
article-text: Εἰμεθα ὑποχρεωμένοι νά διαφιλονικήσομεν μὲ τὸν κατηγορηματικώτερον τρόπον τὴν κακὴν ἐντύπωσιν καὶ διακρίσιν αὐτάς εἰς τὴν τιμήν καὶ τὸ δικαίωμα τοῦ καθηγητοῦ, τοῦ προέρχοντος τοῦ Ἀγορανομικοῦ τμήματος ἀνθυπομοιράρχου κ. Μαργαριτοπούλου. Ἡ Ἀγορά καὶ τὸν ἐκλιπόντα ὑπάλληλον, καὶ περὶ τῶν ὀδυνηρῶν πραγμάτων τῆς κερδοσκοπίας γενομένα τῇ ἀνθρωπότητι, ἀπὸ τὰς ἑταίρας τοῦ κ. Ἐδοκιμάσθη ἡ ὑπηρεσία διὰ τοῦ ὑπουργοῦ τῆς Ἐπισιτίσεως, ἀλλὰ εἰς τοιαῦτα δὲν ἐφαρμόζεται ὁ νόμος καὶ δὲν ὑπάρχει ἡ Κανονικὴ λειτουργία τῶν ἐπιτροπῶν. xyxy=(88,1110,300,1382)
market-item-name: Ἐθνικῆς Τραπέζης xyxy=(1036,757,1136,770)
article-text: Ἡ σύζυγος Μαρία Ι. Πανοπούλου, τὰ τέκνα Σωκράτης Πανόπουλος, Γεώργιος Πανόπουλος, Χαρ. Πανόπουλος, Νίκος Πανόπουλος, Χαρίκλεια Πανοπούλου, οἱ ἀδελφοὶ Παναγ. Πανόπουλος, Παῦλος Πανόπουλος, Ἀλεξάνδρα Πανοπούλου. xyxy=(799,1347,1022,1453)
companies-list xyxy=(1036,903,1258,1229)
article-text: Κατὰ τὴν συζήτησιν αὐτὴν ἀπέδειξε καὶ πάλιν ὁ κ. Τσῶρτσιλ, ὅτι ὁ λόγος τοῦ κ. Ὀσβόνη, ἐρωτήσαντος τὴν κυβέρνησιν καὶ πρόσθεσιν αὐτῆς ἡ Κυβέρνησις τῆς Γαλλίας καὶ τὴν ἀφήνει πρὸς τὴν διαπραγμάτευσιν, ἐβεβαίωσε μετ' ὀλίγον ὁ λόρδος Ρόμπερτ Σέσιλ ἔφασκε μέχρι τοῦ νὰ ζητηθῇ κατάθεσιν, ὅτι ὅμως αὐτὸς σημαίνει ἀπὸ τὴν ὑπεξαίρεσιν τῆς Γαλλίας. xyxy=(314,504,540,670)
market-note: (Ἐκ τοῦ Γραφείου Ἰω. Φωτίου) Μεσημβρία Σάββατον 13 Νοεμβρίου xyxy=(1039,466,1255,493)
article-text: Ἡ ἄλλη εἰκὼν ἐδείκνυε τὸ αὐτὸ ζεῦγος μέσα εἰς ἕνα κῆπον. Ἡ κυρία ἦτο ξαπλωμένη εἰς ἀνάκλιντρον, ὁ νέος δὲ ἐγονάτισε ἐνώπιόν της. Εἶχαν πλησίον τῶν, ἕνα καφεπωλεῖον, ἔπειτα ἦλθε ἡ νύχτα. Ὁ σαλονιώτης ἔτρεξεν εἰς τὰ παραθύρια, μὲ τὰ μάτια γεμάτα φλόγες. Ἡ τελευταία εἰκὼν ἔφερεν ἀνθρώπους εἰς τὴν ὁδόν. xyxy=(810,233,1022,383)
market-item-value: 190.00 xyxy=(1220,571,1258,584)
market-row xyxy=(1036,585,1258,599)
market-row xyxy=(1036,599,1258,613)
serial-author: ΛΕΟΝΤΟΣ ΣΑΖΙ xyxy=(620,582,730,598)
loans-list xyxy=(1036,517,1258,735)
section-heading: ΚΟΙΝΩΝΙΚΑ xyxy=(1036,1606,1258,1627)
article-text: ΠΑΡΙΣΙΟΙ, 7 Νοεμβρίου. (Ἐπὶ τοῦ ἐκ Παρισίων τοῦ ἐν Γενεύῃ μονίμου ἀνταποκριτοῦ μας). — Χθὲς διεξήχθη εἰς τὴν Βουλὴν τῶν Κοινοτήτων ἡ ἐπί τῆς ἐπερωτήσεως τοῦ βουλευτοῦ Ὀξέ τῆς συνομολογηθείσης συνθήκης σχετικῶς μὲ τὴν ἐνταῦθα γαλλοκεμαλικὴν συνθήκην. Τὴν στιγμὴν ταύτην ἐκφράζει τὸ ἐπιτελεῖον τοῦ πραγματικὰ τῆς ἐνδιαφερούσης Ἀγγλίας σχετικῶς καὶ μάλιστα ἡ γηλέτερα ὅτι δὲν συμπίπτει ἡ πολιτικὴ τῆς Γαλλίας καὶ τῆς Ἀγγλίας εἰς πολλὰ σημεῖα, ἰδίως ὅσον ἀφορᾷ τὰ συμφέροντα. xyxy=(314,272,540,498)
market-item-value: 610.00 xyxy=(1220,1025,1258,1038)
market-item-name: Τραπέζης Ἐμπορικῆς xyxy=(1036,812,1149,825)
market-row xyxy=(1036,558,1258,572)
market-row xyxy=(1036,826,1258,840)
article-text: ΚΥΡΙΑΚΗ, 14 Νοεμβρίου. — Ἐκ Πειραιῶς (Ὕδρα), 6 π. μ. εἰς Σῦρον, Χίον (Φούλις) 7 π. μ. Σῦρον Πάρον Νάξον Ἴον, Σίφνον καὶ Θήραν (Μαρία), 4 μ. μ. xyxy=(799,1483,1022,1558)
newspaper-page xyxy=(88,118,1258,2018)
market-item-name: Δάνειον 15 ἑκατομμυρίων xyxy=(1036,694,1178,707)
column-2 xyxy=(314,118,540,2008)
news-column-left xyxy=(555,1147,778,1661)
